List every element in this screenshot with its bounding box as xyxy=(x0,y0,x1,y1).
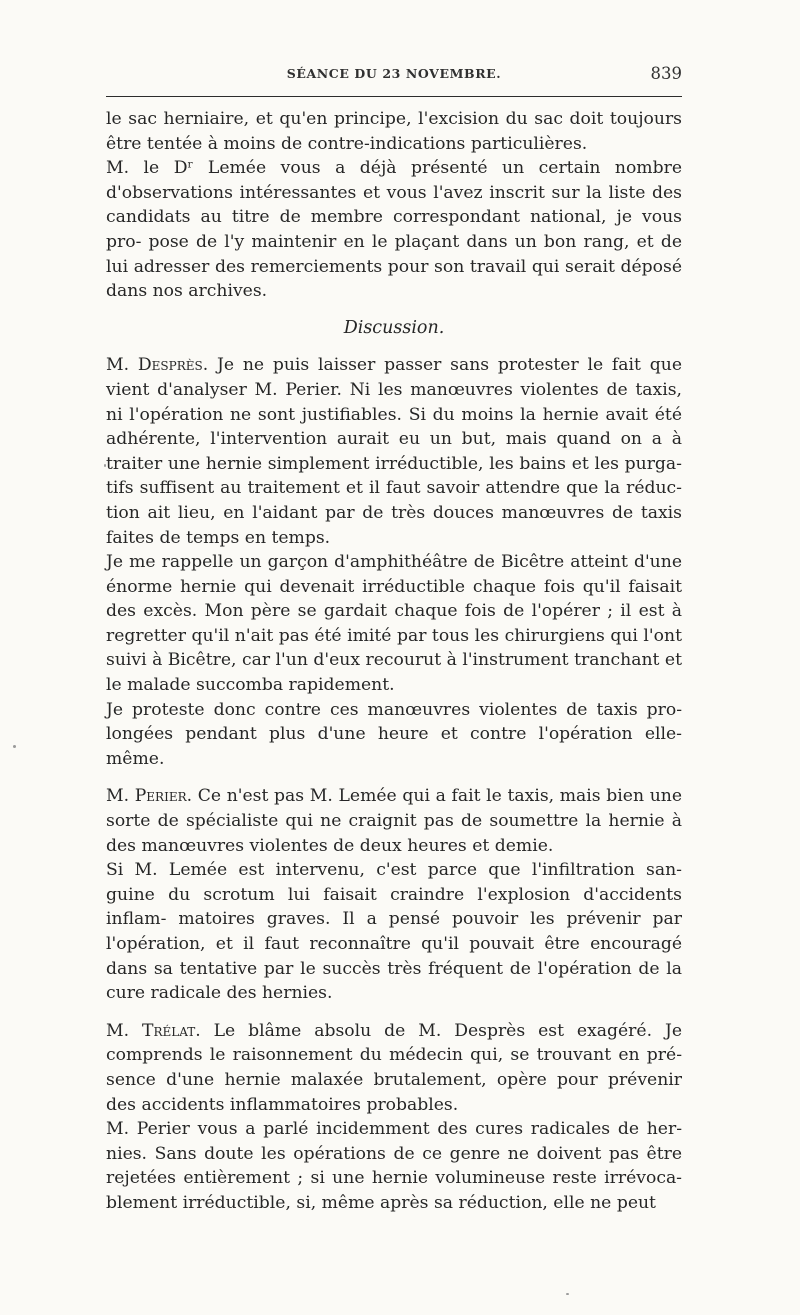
text-line: tranchant et le malade succomba rapidement. xyxy=(106,650,682,696)
text-line: blement irréductible, si, même après sa réduction, elle ne peut xyxy=(106,1192,656,1213)
page-header xyxy=(106,0,682,97)
text-line: vient d'analyser M. Perier. Ni les manœuvres violentes de taxis, xyxy=(106,379,682,400)
text-line: Je proteste donc contre ces manœuvres violentes de taxis pro- xyxy=(106,699,682,720)
text-line: comprends le raisonnement du médecin qui, se trouvant en pré- xyxy=(106,1045,682,1066)
text-line: M. Perier vous a parlé incidemment des cures radicales de her- xyxy=(106,1119,682,1140)
speaker-name: M. Trélat. xyxy=(106,1020,201,1041)
speaker-name: M. Desprès. xyxy=(106,355,209,376)
document-page xyxy=(106,0,683,1213)
text-line: pose de l'y maintenir en le plaçant dans un bon rang, et de lui xyxy=(106,231,682,277)
speaker-name: M. Perier. xyxy=(106,786,193,807)
text-line: par le succès très fréquent de l'opération de la cure radicale des xyxy=(106,958,682,1004)
text-line: ni l'opération ne sont justifiables. Si du moins la hernie avait été xyxy=(106,404,682,425)
speaker-paragraph xyxy=(106,1019,682,1117)
text-line: à des manœuvres violentes de deux heures et demie. xyxy=(106,811,682,856)
text-line: Le blâme absolu de M. Desprès est exagéré. Je xyxy=(213,1020,683,1041)
text-line: sence d'une hernie malaxée brutalement, opère pour prévenir des xyxy=(106,1069,682,1115)
body-text xyxy=(106,107,682,1216)
text-line: dans nos archives. xyxy=(106,281,268,302)
section-heading: Discussion. xyxy=(343,317,445,338)
paragraph-gap xyxy=(106,1006,682,1019)
text-line: hernies. xyxy=(261,983,333,1004)
text-line: Si M. Lemée est intervenu, c'est parce que l'infiltration san- xyxy=(106,860,682,881)
text-line: Je me rappelle un garçon d'amphithéâtre de Bicêtre atteint xyxy=(106,552,628,573)
text-line: faites de temps en temps. xyxy=(106,527,331,548)
text-line: le sac herniaire, et qu'en principe, l'excision du sac doit toujours xyxy=(106,109,682,129)
paragraph xyxy=(106,156,682,304)
text-line: Je ne puis laisser passer sans protester le fait que xyxy=(216,355,682,376)
text-line: adhérente, l'intervention aurait eu un but, mais quand on a à xyxy=(106,429,682,450)
text-line: tion ait lieu, en l'aidant par de très douces manœuvres de taxis xyxy=(106,502,682,523)
text-line: tifs suffisent au traitement et il faut savoir attendre que la réduc- xyxy=(106,478,682,499)
paper-speck xyxy=(13,745,16,748)
paper-speck xyxy=(104,464,106,467)
text-line: d'observations intéressantes et vous l'avez inscrit sur la liste des xyxy=(106,182,682,203)
text-line: accidents inflammatoires probables. xyxy=(141,1094,459,1115)
text-line: matoires graves. Il a pensé pouvoir les prévenir par l'opération, et xyxy=(106,909,683,954)
text-line: rejetées entièrement ; si une hernie volumineuse reste irrévoca- xyxy=(106,1168,682,1189)
speaker-paragraph xyxy=(106,784,682,858)
paragraph xyxy=(106,550,682,698)
text-line: faisait des excès. Mon père se gardait chaque fois de l'opérer ; il xyxy=(106,576,682,622)
text-line: d'une énorme hernie qui devenait irréductible chaque fois qu'il xyxy=(106,552,682,597)
paper-speck xyxy=(566,1293,569,1295)
paragraph xyxy=(106,858,682,1006)
page-number: 839 xyxy=(650,64,682,83)
speaker-paragraph xyxy=(106,353,682,550)
text-line: être tentée à moins de contre-indications particulières. xyxy=(106,133,588,154)
text-line: guine du scrotum lui faisait craindre l'explosion d'accidents inflam- xyxy=(106,884,682,930)
text-line: nies. Sans doute les opérations de ce genre ne doivent pas être xyxy=(106,1143,682,1164)
text-line: candidats au titre de membre correspondant national, je vous pro- xyxy=(106,207,682,252)
paragraph xyxy=(106,107,682,156)
text-line: adresser des remerciements pour son travail qui serait déposé xyxy=(133,256,682,277)
text-line: qui l'ont suivi à Bicêtre, car l'un d'eux recourut à l'instrument xyxy=(106,625,682,671)
paragraph xyxy=(106,1117,682,1215)
text-line: une sorte de spécialiste qui ne craignit pas de soumettre la hernie xyxy=(106,786,682,832)
text-line: longées pendant plus d'une heure et contre l'opération elle-même. xyxy=(106,724,682,769)
text-line: M. le Dʳ Lemée vous a déjà présenté un certain nombre xyxy=(106,158,682,179)
running-head: SÉANCE DU 23 NOVEMBRE. xyxy=(286,66,502,81)
text-line: est à regretter qu'il n'ait pas été imité par tous les chirurgiens xyxy=(106,601,683,646)
text-line: Ce n'est pas M. Lemée qui a fait le taxis, mais bien xyxy=(197,786,645,807)
paragraph-gap xyxy=(106,771,682,784)
text-line: traiter une hernie simplement irréductible, les bains et les purga- xyxy=(106,453,682,474)
text-line: il faut reconnaître qu'il pouvait être encouragé dans sa tentative xyxy=(106,934,682,979)
paragraph xyxy=(106,698,682,772)
